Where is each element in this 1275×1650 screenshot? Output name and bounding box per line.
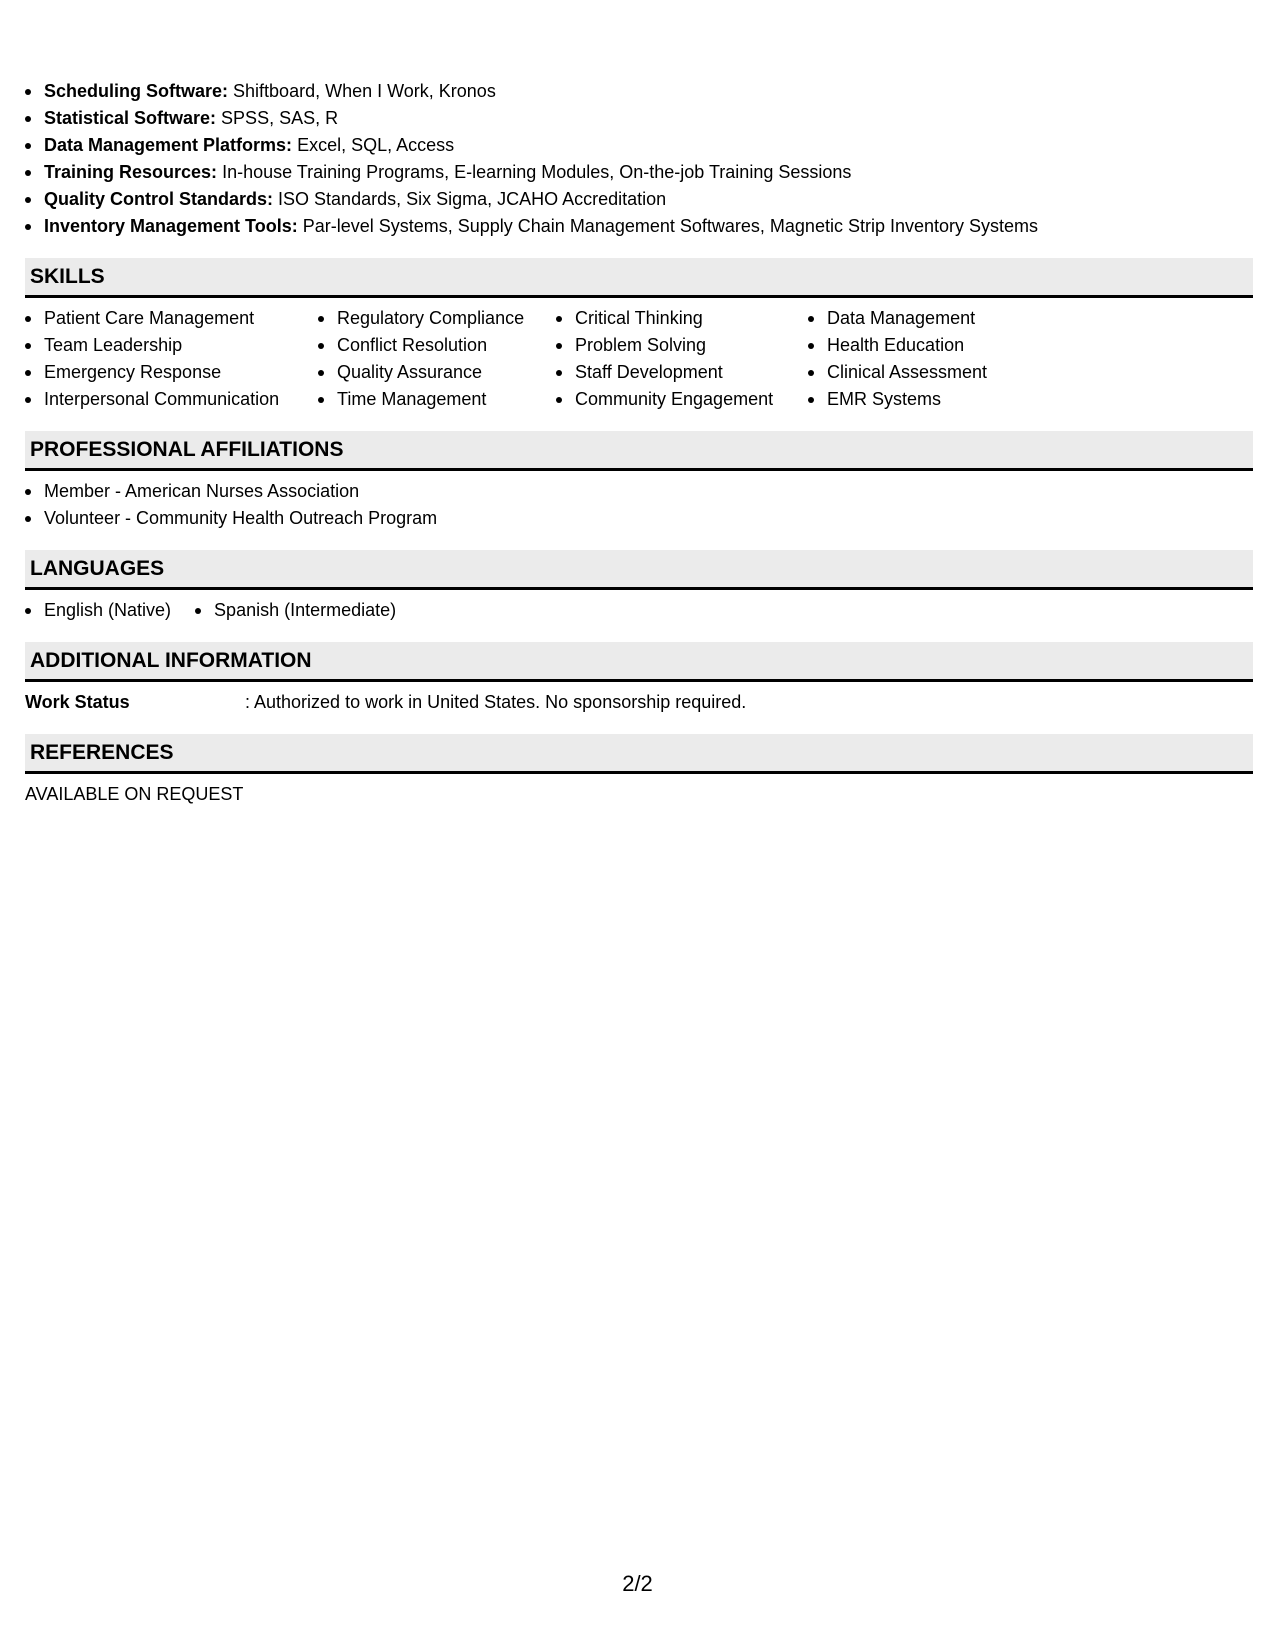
affiliations-list [25, 478, 1253, 532]
tools-list [25, 78, 1253, 240]
references-text: AVAILABLE ON REQUEST [25, 784, 244, 804]
skill-item: Clinical Assessment [808, 359, 1028, 386]
tools-item-value: In-house Training Programs, E-learning Modules, On-the-job Training Sessions [217, 162, 852, 182]
tools-item [25, 186, 1253, 213]
skill-item: Interpersonal Communication [25, 386, 318, 413]
resume-content [25, 78, 1253, 808]
skill-item: Problem Solving [556, 332, 808, 359]
languages-section-title: LANGUAGES [30, 557, 165, 580]
tools-item-value: Excel, SQL, Access [292, 135, 455, 155]
skill-item: Staff Development [556, 359, 808, 386]
affiliations-body [25, 471, 1253, 532]
skill-item: Regulatory Compliance [318, 305, 556, 332]
tools-item-label: Quality Control Standards: [44, 189, 274, 209]
affiliations-section-title: PROFESSIONAL AFFILIATIONS [30, 438, 344, 461]
skill-item: Team Leadership [25, 332, 318, 359]
tools-item-value: Par-level Systems, Supply Chain Management Softwares, Magnetic Strip Inventory Systems [297, 216, 1039, 236]
skill-item: Patient Care Management [25, 305, 318, 332]
languages-section-header [25, 550, 1253, 590]
language-item: English (Native) [25, 597, 171, 624]
tools-item-label: Inventory Management Tools: [44, 216, 298, 236]
skill-item: Emergency Response [25, 359, 318, 386]
work-status-value: : Authorized to work in United States. No sponsorship required. [245, 692, 747, 712]
tools-item-label: Training Resources: [44, 162, 218, 182]
skills-column [556, 305, 808, 413]
tools-item-label: Scheduling Software: [44, 81, 229, 101]
tools-item [25, 132, 1253, 159]
page-number: 2/2 [622, 1571, 653, 1596]
work-status-row [25, 689, 1253, 716]
skills-column [318, 305, 556, 413]
skill-item: Quality Assurance [318, 359, 556, 386]
additional-info-section-header [25, 642, 1253, 682]
tools-item-value: SPSS, SAS, R [216, 108, 339, 128]
skills-column [808, 305, 1028, 413]
tools-item [25, 105, 1253, 132]
tools-item-label: Statistical Software: [44, 108, 217, 128]
affiliation-item: Volunteer - Community Health Outreach Program [25, 505, 1253, 532]
skill-item: Health Education [808, 332, 1028, 359]
languages-body [25, 590, 1253, 624]
skills-section-title: SKILLS [30, 265, 105, 288]
skills-section-header [25, 258, 1253, 298]
languages-list [25, 597, 1253, 624]
tools-item-label: Data Management Platforms: [44, 135, 293, 155]
skill-item: Data Management [808, 305, 1028, 332]
references-section-title: REFERENCES [30, 741, 174, 764]
skill-item: EMR Systems [808, 386, 1028, 413]
skills-grid [25, 298, 1253, 413]
skill-item: Time Management [318, 386, 556, 413]
tools-item [25, 213, 1253, 240]
additional-info-body [25, 682, 1253, 716]
work-status-label: Work Status [25, 692, 130, 712]
language-item: Spanish (Intermediate) [195, 597, 396, 624]
tools-item [25, 78, 1253, 105]
affiliation-item: Member - American Nurses Association [25, 478, 1253, 505]
skills-column [25, 305, 318, 413]
references-body [25, 774, 1253, 808]
additional-info-section-title: ADDITIONAL INFORMATION [30, 649, 312, 672]
affiliations-section-header [25, 431, 1253, 471]
tools-item [25, 159, 1253, 186]
references-section-header [25, 734, 1253, 774]
skill-item: Community Engagement [556, 386, 808, 413]
skill-item: Critical Thinking [556, 305, 808, 332]
skill-item: Conflict Resolution [318, 332, 556, 359]
tools-item-value: ISO Standards, Six Sigma, JCAHO Accreditation [273, 189, 667, 209]
tools-item-value: Shiftboard, When I Work, Kronos [228, 81, 496, 101]
